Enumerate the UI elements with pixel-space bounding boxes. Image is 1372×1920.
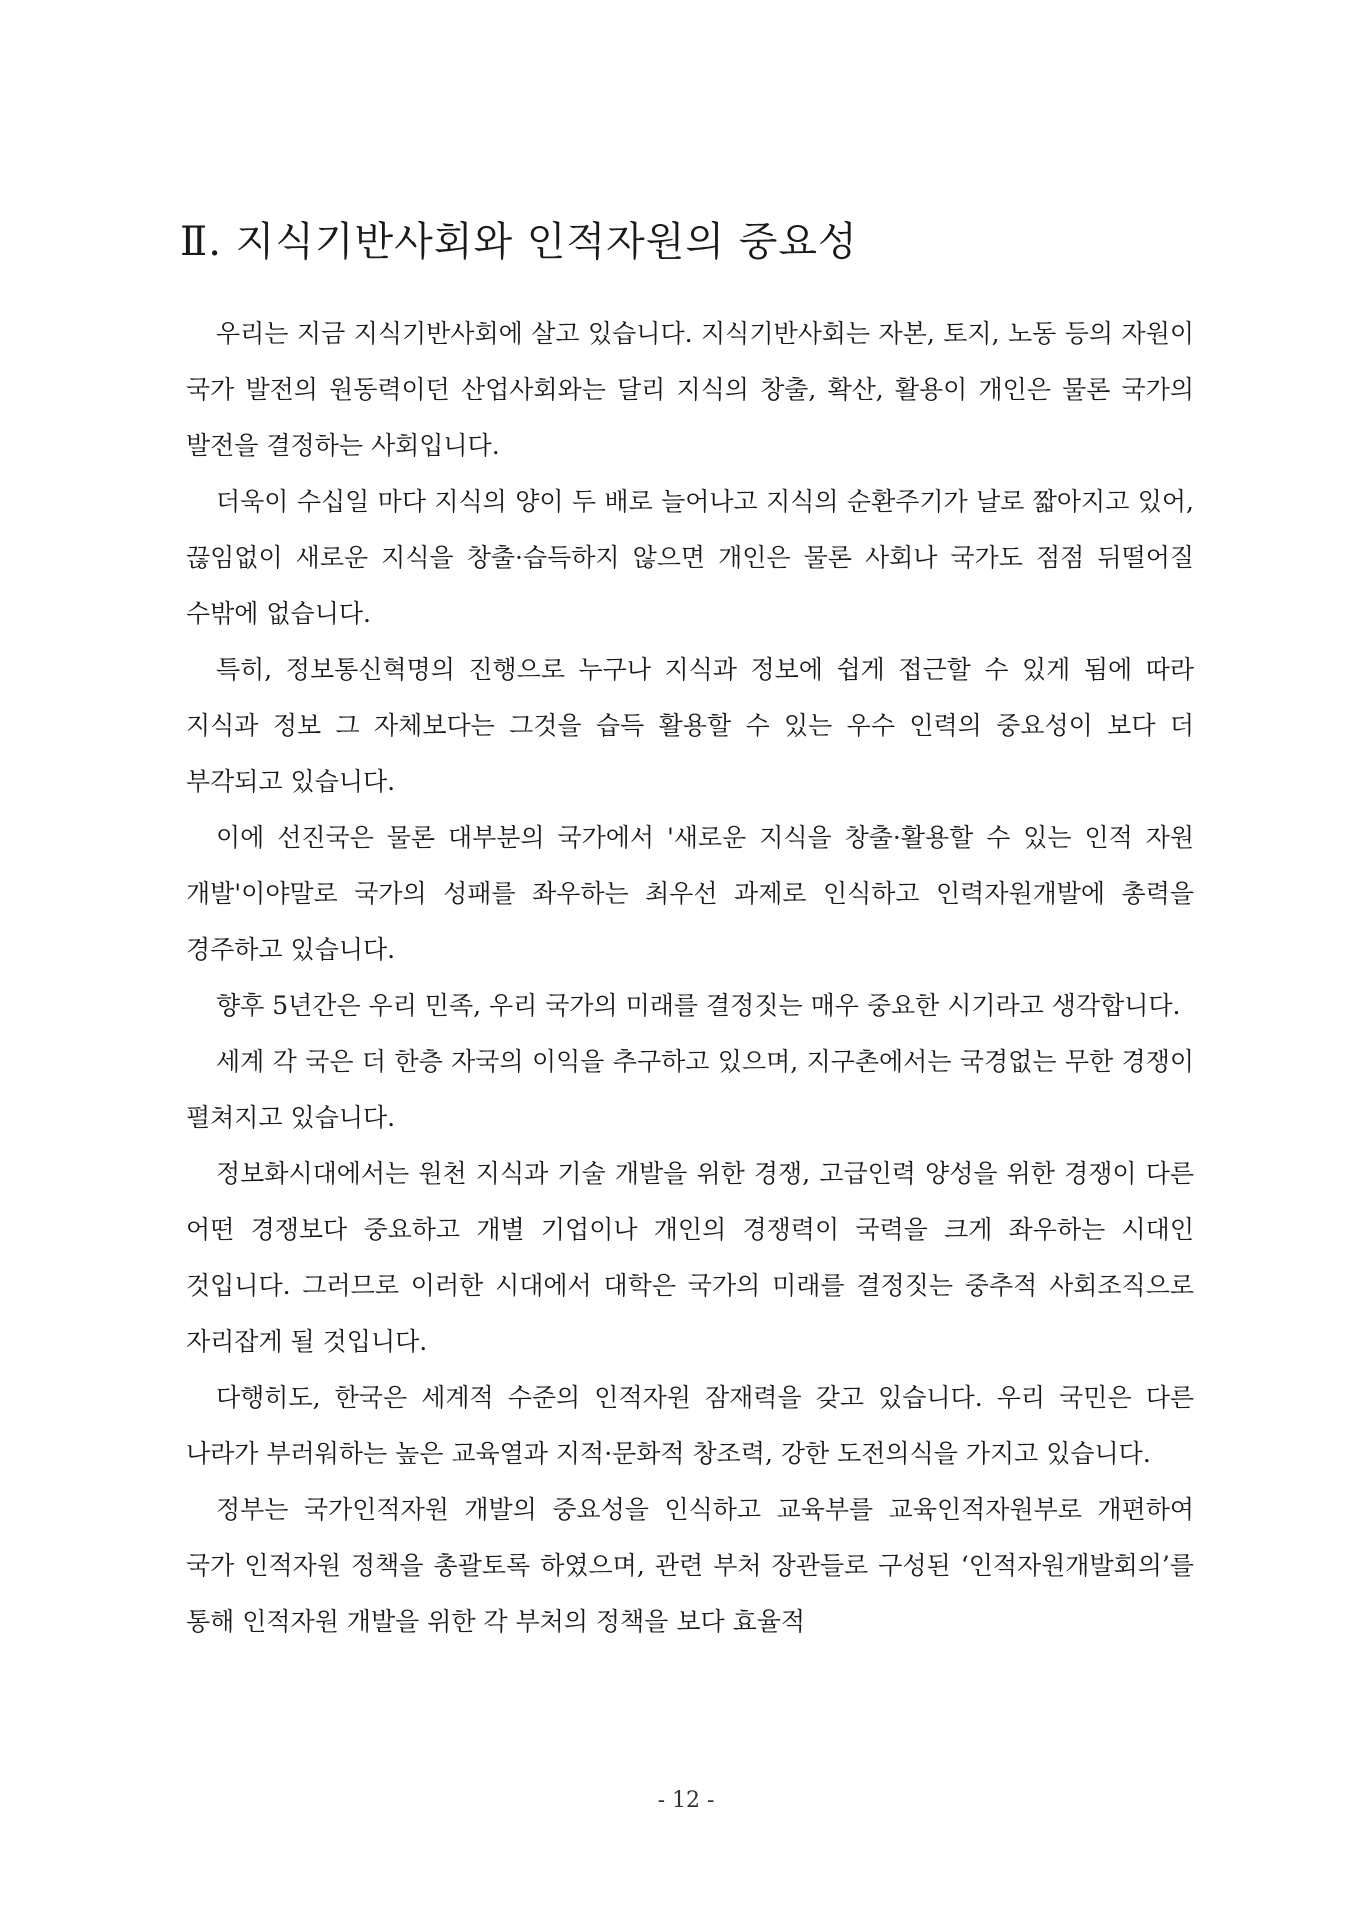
body-text [186,306,1194,1650]
paragraph: 이에 선진국은 물론 대부분의 국가에서 '새로운 지식을 창출·활용할 수 있는 인적 자원 개발'이야말로 국가의 성패를 좌우하는 최우선 과제로 인식하고 인력자원개발에 총력을 경주하고 있습니다. [186,823,1194,964]
section-title: Ⅱ. 지식기반사회와 인적자원의 중요성 [180,219,858,265]
paragraph: 정보화시대에서는 원천 지식과 기술 개발을 위한 경쟁, 고급인력 양성을 위한 경쟁이 다른 어떤 경쟁보다 중요하고 개별 기업이나 개인의 경쟁력이 국력을 크게 좌우하는 시대인 것입니다. 그러므로 이러한 시대에서 대학은 국가의 미래를 결정짓는 중추적 사회조직으로 자리잡게 될 것입니다. [186,1159,1194,1356]
page-number: - 12 - [657,1788,715,1813]
paragraph: 다행히도, 한국은 세계적 수준의 인적자원 잠재력을 갖고 있습니다. 우리 국민은 다른 나라가 부러워하는 높은 교육열과 지적·문화적 창조력, 강한 도전의식을 가지고 있습니다. [186,1383,1194,1468]
paragraph: 특히, 정보통신혁명의 진행으로 누구나 지식과 정보에 쉽게 접근할 수 있게 됨에 따라 지식과 정보 그 자체보다는 그것을 습득 활용할 수 있는 우수 인력의 중요성이 보다 더 부각되고 있습니다. [186,655,1194,796]
paragraph: 더욱이 수십일 마다 지식의 양이 두 배로 늘어나고 지식의 순환주기가 날로 짧아지고 있어, 끊임없이 새로운 지식을 창출·습득하지 않으면 개인은 물론 사회나 국가도 점점 뒤떨어질 수밖에 없습니다. [186,487,1194,628]
paragraph: 세계 각 국은 더 한층 자국의 이익을 추구하고 있으며, 지구촌에서는 국경없는 무한 경쟁이 펼쳐지고 있습니다. [186,1047,1194,1132]
paragraph: 향후 5년간은 우리 민족, 우리 국가의 미래를 결정짓는 매우 중요한 시기라고 생각합니다. [216,991,1181,1020]
paragraph: 정부는 국가인적자원 개발의 중요성을 인식하고 교육부를 교육인적자원부로 개편하여 국가 인적자원 정책을 총괄토록 하였으며, 관련 부처 장관들로 구성된 ‘인적자원개발회의’를 통해 인적자원 개발을 위한 각 부처의 정책을 보다 효율적 [186,1495,1194,1636]
paragraph: 우리는 지금 지식기반사회에 살고 있습니다. 지식기반사회는 자본, 토지, 노동 등의 자원이 국가 발전의 원동력이던 산업사회와는 달리 지식의 창출, 확산, 활용이 개인은 물론 국가의 발전을 결정하는 사회입니다. [186,319,1194,460]
